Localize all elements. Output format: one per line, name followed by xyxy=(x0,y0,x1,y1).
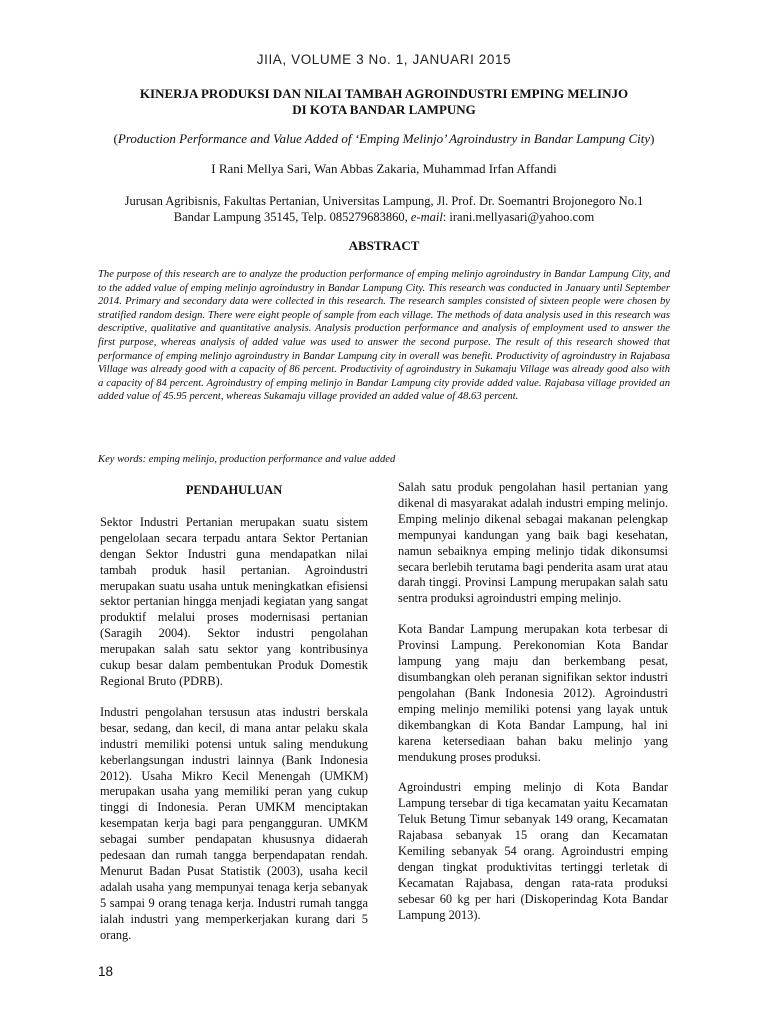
page-number: 18 xyxy=(98,964,114,979)
affiliation-line-1: Jurusan Agribisnis, Fakultas Pertanian, Universitas Lampung, Jl. Prof. Dr. Soemantri Brojonegoro No.1 xyxy=(124,194,644,208)
article-title xyxy=(90,86,678,118)
author-list: I Rani Mellya Sari, Wan Abbas Zakaria, Muhammad Irfan Affandi xyxy=(211,161,557,176)
email-label: e-mail xyxy=(410,210,443,224)
subtitle-open-paren: ( xyxy=(113,131,118,146)
left-column xyxy=(100,480,368,958)
right-column xyxy=(398,480,668,939)
journal-header: JIIA, VOLUME 3 No. 1, JANUARI 2015 xyxy=(256,52,512,67)
affiliation xyxy=(60,193,708,225)
email-address: : irani.mellyasari@yahoo.com xyxy=(442,210,595,224)
article-title-line-2: DI KOTA BANDAR LAMPUNG xyxy=(292,102,476,117)
body-paragraph: Industri pengolahan tersusun atas industri berskala besar, sedang, dan kecil, di mana antar pelaku skala industri memiliki potensi untuk saling mendukung keberlangsungan industri lainnya (Bank Indonesia 2012). Usaha Mikro Kecil Menengah (UMKM) merupakan usaha yang memiliki peran yang cukup tinggi di Indonesia. Peran UMKM menciptakan kesempatan kerja bagi para pengangguran. UMKM sebagai sumber pendapatan khususnya didaerah pedesaan dan rumah tangga berpendapatan rendah. Menurut Badan Pusat Statistik (2003), usaha kecil adalah usaha yang mempunyai tenaga kerja sebanyak 5 sampai 9 orang tenaga kerja. Industri rumah tangga ialah industri yang memperkerjakan kurang dari 5 orang. xyxy=(100,704,368,942)
body-paragraph: Salah satu produk pengolahan hasil pertanian yang dikenal di masyarakat adalah industri emping melinjo. Emping melinjo dikenal sebagai makanan pelengkap mempunyai kandungan yang baik bagi kesehatan, namun sebaiknya emping melinjo tidak dikonsumsi secara berlebih terutama bagi penderita asam urat atau darah tinggi. Provinsi Lampung merupakan salah satu sentra produksi agroindustri emping melinjo. xyxy=(398,480,668,606)
affiliation-address: Bandar Lampung 35145, Telp. 085279683860, xyxy=(173,210,411,224)
article-title-line-1: KINERJA PRODUKSI DAN NILAI TAMBAH AGROINDUSTRI EMPING MELINJO xyxy=(139,86,629,101)
body-paragraph: Kota Bandar Lampung merupakan kota terbesar di Provinsi Lampung. Perekonomian Kota Bandar lampung yang maju dan berkembang pesat, disumbangkan oleh peranan signifikan sektor industri pengolahan (Bank Indonesia 2012). Agroindustri emping melinjo memiliki potensi yang layak untuk dikembangkan di Kota Bandar Lampung, hal ini karena ketersediaan bahan baku melinjo yang mendukung proses produksi. xyxy=(398,622,668,764)
section-heading-pendahuluan: PENDAHULUAN xyxy=(185,483,283,497)
keywords: Key words: emping melinjo, production performance and value added xyxy=(98,454,396,465)
body-paragraph: Sektor Industri Pertanian merupakan suatu sistem pengelolaan secara terpadu antara Sektor Pertanian dengan Sektor Industri guna mendapatkan nilai tambah produk hasil pertanian. Agroindustri merupakan suatu usaha untuk meningkatkan efisiensi sektor pertanian hingga menjadi kegiatan yang sangat produktif melalui proses modernisasi pertanian (Saragih 2004). Sektor industri pengolahan merupakan salah satu sektor yang kontribusinya cukup besar dalam pembentukan Produk Domestik Regional Bruto (PDRB). xyxy=(100,514,368,688)
subtitle-close-paren: ) xyxy=(650,131,655,146)
article-subtitle xyxy=(60,131,708,147)
body-paragraph: Agroindustri emping melinjo di Kota Bandar Lampung tersebar di tiga kecamatan yaitu Kecamatan Teluk Betung Timur sebanyak 149 orang, Kecamatan Rajabasa sebanyak 15 orang dan Kecamatan Kemiling sebanyak 54 orang. Agroindustri emping dengan tingkat produktivitas tertinggi terletak di Kecamatan Rajabasa, dengan rata-rata produksi sebesar 60 kg per hari (Diskoperindag Kota Bandar Lampung 2013). xyxy=(398,780,668,922)
abstract-heading: ABSTRACT xyxy=(348,238,420,253)
subtitle-text: Production Performance and Value Added of ‘Emping Melinjo’ Agroindustry in Bandar Lampung City xyxy=(117,131,651,146)
affiliation-line-2 xyxy=(60,209,708,225)
abstract-body: The purpose of this research are to analyze the production performance of emping melinjo agroindustry in Bandar Lampung City, and to the added value of emping melinjo agroindustry in Bandar Lampung City. This research was conducted in January until September 2014. Primary and secondary data were collected in this research. The research samples consisted of sixteen people were chosen by stratified random design. There were eight people of sample from each village. The methods of data analysis used in this research was descriptive, qualitative and quantitative analysis. Analysis production performance and analysis of employment used to answer the first purpose, whereas analysis of added value was used to answer the second purpose. The result of this research showed that performance of emping melinjo agroindustry in Bandar Lampung city in overall was benefit. Productivity of agroindustry in Rajabasa Village was already good with a capacity of 86 percent. Productivity of agroindustry in Sukamaju Village was already good also with a capacity of 84 percent. Agroindustry of emping melinjo in Bandar Lampung city provide added value. Rajabasa village provided an added value of 45.95 percent, whereas Sukamaju village provided an added value of 48.63 percent. xyxy=(98,269,670,403)
